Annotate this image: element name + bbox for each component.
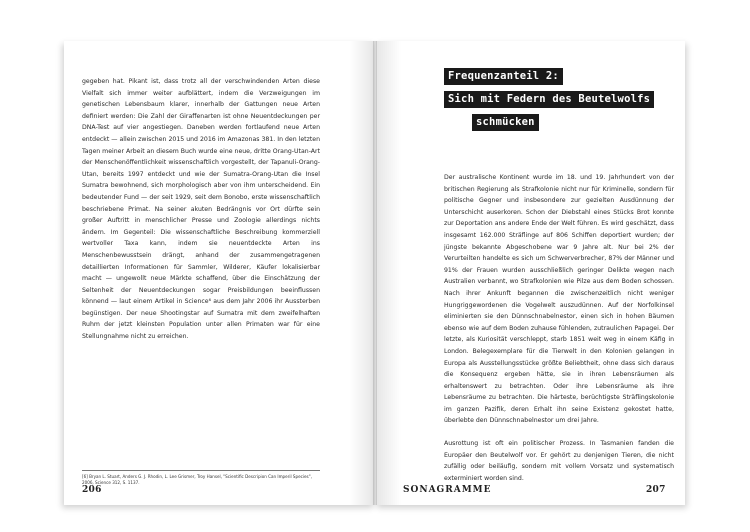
chapter-heading-line: Frequenzanteil 2:	[444, 68, 563, 85]
chapter-heading	[444, 66, 654, 135]
right-paragraph: Ausrottung ist oft ein politischer Prozess. In Tasmanien fanden die Europäer den Beutelwolf vor. Er gehört zu denjenigen Tieren, die nicht zufällig oder beiläufig, sondern mit vollem Vorsatz und systematisch exterminiert worden sind.	[444, 440, 674, 482]
running-head: SONAGRAMME	[403, 485, 492, 495]
left-page	[64, 41, 375, 505]
book-spine	[373, 41, 377, 505]
gutter-shadow	[349, 41, 375, 505]
chapter-heading-line: Sich mit Federn des Beutelwolfs	[444, 91, 654, 108]
gutter-shadow	[375, 41, 401, 505]
page-number-left: 206	[82, 485, 102, 495]
footnote: [6] Bryan L. Stuart, Anders G. J. Rhodin, L. Lee Grismer, Troy Hansel, "Scientific Descripion Can Imperil Species", 2006, Science 312, S. 1137.	[82, 470, 320, 486]
chapter-heading-line: schmücken	[472, 114, 539, 131]
left-paragraph: gegeben hat. Pikant ist, dass trotz all der verschwindenden Arten diese Vielfalt sich immer weiter aufblättert, indem die Verzweigungen im genetischen Lebensbaum klarer, innerhalb der Gattungen neue Arten definiert werden: Die Zahl der Giraffenarten ist ohne Neuentdeckungen per DNA-Test auf vier angestiegen. Daneben werden fortlaufend neue Arten entdeckt — allein zwischen 2015 und 2016 im Amazonas 381. In den letzten Tagen meiner Arbeit an diesem Buch wurde eine neue, dritte Orang-Utan-Art der Menschenöffentlichkeit wissenschaftlich vorgestellt, der Tapanuli-Orang-Utan, bereits 1997 entdeckt und wie der Sumatra-Orang-Utan die Insel Sumatra bewohnend, sich morphologisch aber von ihm unterscheidend. Ein bedeutender Fund — der seit 1929, seit dem Bonobo, erste wissenschaftlich beschriebene Primat. Na seiner akuten Bedrängnis vor Ort dürfte sein großer Auftritt in menschlicher Presse und Zoologie allerdings nichts ändern. Im Gegenteil: Die wissenschaftliche Beschreibung kommerziell wertvoller Taxa kann, indem sie neuentdeckte Arten ins Menschenbewusstsein drängt, anhand der zusammengetragenen detaillierten Informationen für Sammler, Wilderer, Käufer lokalisierbar macht — ungewollt neue Märkte schaffend, über die Einschätzung der Seltenheit der Neuentdeckungen sogar Preisbildungen beeinflussen könnend — laut einem Artikel in Science⁶ aus dem Jahr 2006 ihr Aussterben begünstigen. Der neue Shootingstar auf Sumatra mit dem zweifelhaften Ruhm der jetzt kleinsten Population unter allen Primaten war für eine Stellungnahme nicht zu erreichen.	[82, 78, 320, 341]
page-number-right: 207	[646, 485, 666, 495]
right-paragraph: Der australische Kontinent wurde im 18. und 19. Jahrhundert von der britischen Regierung als Strafkolonie nicht nur für Kriminelle, sondern für politische Gegner und insbesondere zur gezielten Ausdünnung der Unterschicht auserkoren. Schon der Diebstahl eines Stücks Brot konnte zur Deportation ans andere Ende der Welt führen. Es wird geschätzt, dass insgesamt 162.000 Sträflinge auf 806 Schiffen deportiert wurden; der jüngste bekannte Abgeschobene war 9 Jahre alt. Nur bei 2% der Verurteilten handelte es sich um Schwerverbrecher, 87% der Männer und 91% der Frauen wurden ausschließlich geringer Delikte wegen nach Australien verbannt, wo Strafkolonien wie Pilze aus dem Boden schossen. Nach ihrer Ankunft begannen die zwischenzeitlich nicht weniger Hungriggewordenen die Vogelwelt auszudünnen. Auf der Norfolkinsel eliminierten sie den Dünnschnabelnestor, einen sich in hohen Bäumen ebenso wie auf dem Boden zuhause fühlenden, zutraulichen Papagei. Der letzte, als Kuriosität verschleppt, starb 1851 weit weg in einem Käfig in London. Belegexemplare für die Tierwelt in den Kolonien gelangen in Europa als Ausstellungsstücke größte Beliebtheit, ohne dass sich daraus die Konsequenz ergeben hätte, sie in ihren Lebensräumen als erhaltenswert zu betrachten. Oder ihre Lebensräume als ihre Lebensräume zu betrachten. Die härteste, berüchtigste Sträflingskolonie im ganzen Pazifik, deren Erhalt ihn seine Existenz gekostet hatte, überlebte den Dünnschnabelnestor um drei Jahre.	[444, 174, 674, 425]
left-body-text	[82, 76, 320, 343]
right-body-text	[444, 172, 674, 484]
